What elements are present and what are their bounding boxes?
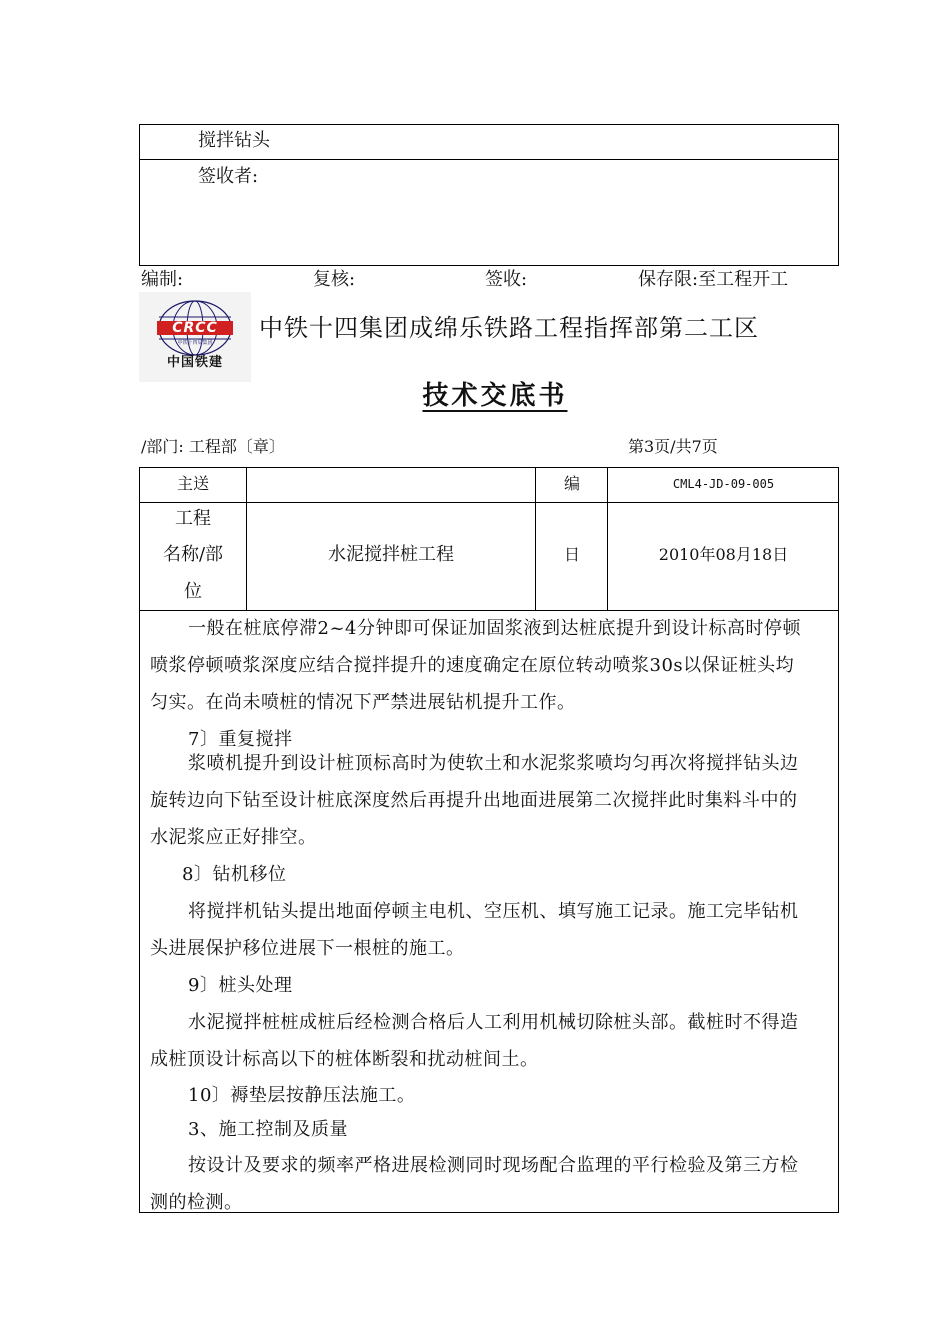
code-value: CML4-JD-09-005 [672,477,775,491]
body-line: 匀实。在尚未喷桩的情况下严禁进展钻机提升工作。 [150,692,576,713]
top-table-row-mixing-head: 搅拌钻头 [198,130,270,151]
project-label-line-2: 名称/部 [162,544,224,565]
logo-small-text: 中铁十四局集团 [177,340,213,346]
page-indicator: 第3页/共7页 [628,437,718,456]
section-heading: 3、施工控制及质量 [188,1119,348,1140]
signoff-review: 复核: [313,269,356,290]
body-line: 将搅拌机钻头提出地面停顿主电机、空压机、填写施工记录。施工完毕钻机 [188,901,799,922]
section-heading: 8〕钻机移位 [182,864,287,885]
section-heading: 9〕桩头处理 [188,975,293,996]
top-table-row-receiver: 签收者: [198,166,259,187]
signoff-retention: 保存限:至工程开工 [638,269,789,290]
document-title: 技术交底书 [422,381,568,411]
body-line: 喷浆停顿喷浆深度应结合搅拌提升的速度确定在原位转动喷浆30s以保证桩头均 [150,655,795,676]
top-table-divider [139,159,839,160]
body-line: 旋转边向下钻至设计桩底深度然后再提升出地面进展第二次搅拌此时集料斗中的 [150,790,798,811]
body-line: 头进展保护移位进展下一根桩的施工。 [150,938,465,959]
body-line: 测的检测。 [150,1192,243,1213]
body-line: 浆喷机提升到设计桩顶标高时为使软土和水泥浆浆喷均匀再次将搅拌钻头边 [188,753,799,774]
date-value: 2010年08月18日 [658,545,789,564]
department-label: /部门: 工程部〔章〕 [141,437,285,456]
logo-mark-text: CRCC [172,320,218,336]
body-line: 成桩顶设计标高以下的桩体断裂和扰动桩间土。 [150,1049,539,1070]
section-heading: 10〕褥垫层按静压法施工。 [188,1085,416,1106]
body-line: 水泥浆应正好排空。 [150,827,317,848]
body-line: 水泥搅拌桩桩成桩后经检测合格后人工利用机械切除桩头部。截桩时不得造 [188,1012,799,1033]
signoff-receive: 签收: [485,269,528,290]
company-name: 中铁十四集团成绵乐铁路工程指挥部第二工区 [259,314,759,342]
send-to-label: 主送 [176,474,209,493]
project-label-line-3: 位 [184,581,202,602]
date-label: 日 [563,545,580,564]
project-value: 水泥搅拌桩工程 [328,544,454,565]
signoff-compile: 编制: [141,269,184,290]
section-heading: 7〕重复搅拌 [188,729,293,750]
crcc-logo [139,292,251,382]
project-label-line-1: 工程 [175,508,211,529]
logo-caption: 中国铁建 [166,355,223,370]
code-label: 编 [563,474,580,493]
main-table-row-divider-1 [139,502,839,503]
body-line: 按设计及要求的频率严格进展检测同时现场配合监理的平行检验及第三方检 [188,1155,799,1176]
body-line: 一般在桩底停滞2~4分钟即可保证加固浆液到达桩底提升到设计标高时停顿 [188,618,801,639]
